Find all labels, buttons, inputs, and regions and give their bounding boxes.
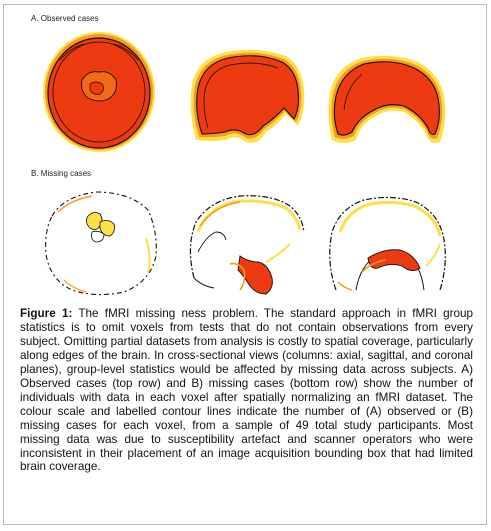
observed-axial-map [43,32,155,152]
panel-b-label: B. Missing cases [31,169,92,178]
missing-axial-map [46,192,157,295]
observed-coronal-map [328,56,445,143]
missing-sagittal-map [190,196,304,294]
figure-caption [20,307,473,474]
caption-label: Figure 1: [20,307,73,320]
observed-sagittal-map [191,50,305,143]
panel-a-label: A. Observed cases [31,14,99,23]
missing-coronal-map [330,197,446,290]
caption-text: The fMRI missing ness problem. The standard approach in fMRI group statistics is to omit voxels from tests that do not contain observations from every subject. Omitting partial datasets from analysis is costly to spatial coverage, particularly along edges of the brain. In cross-sectional views (columns: axial, sagittal, and coronal planes), group-level statistics would be affected by missing data across subjects. A) Observed cases (top row) and B) missing cases (bottom row) show the number of individuals with data in each voxel after spatially normalizing an fMRI dataset. The colour scale and labelled contour lines indicate the number of (A) observed or (B) missing cases for each voxel, from a sample of 49 total study participants. Most missing data was due to susceptibility artefact and scanner operators who were inconsistent in their placement of an image acquisition bounding box that had limited brain coverage. [20,307,473,474]
